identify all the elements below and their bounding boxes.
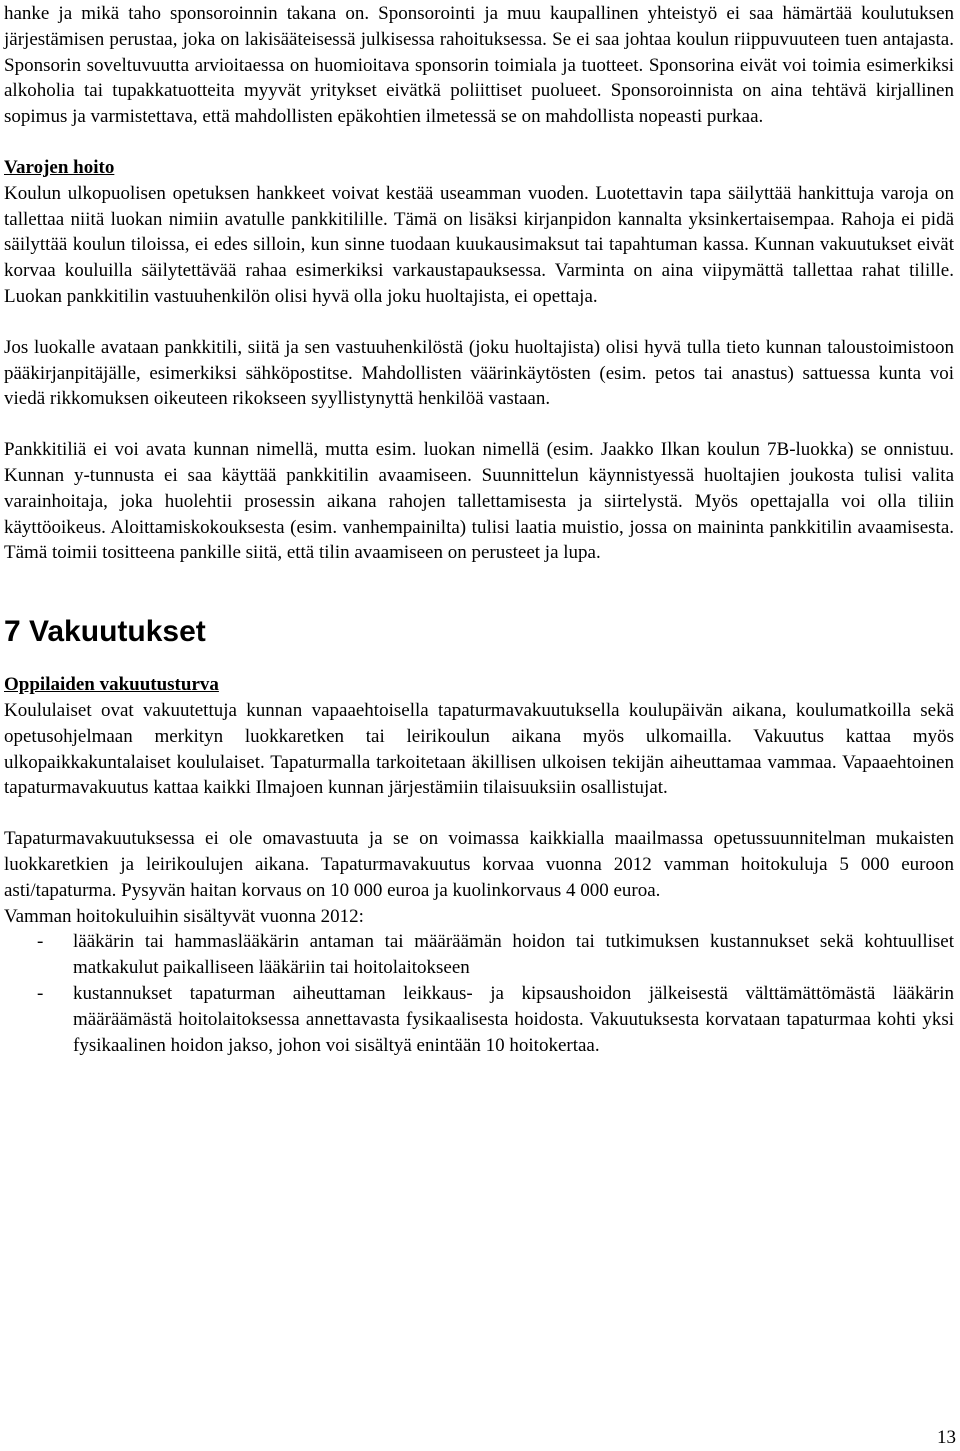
page-number: 13 bbox=[937, 1427, 956, 1448]
list-item-text: kustannukset tapaturman aiheuttaman leikkaus- ja kipsaushoidon jälkeisestä välttämättömästä lääkärin määräämästä hoitolaitoksessa annettavasta fysikaalisesta hoidosta. Vakuutuksesta korvataan tapaturmaa kohti yksi fysikaalinen hoidon jakso, johon voi sisältyä enintään 10 hoitokertaa. bbox=[73, 982, 954, 1056]
list-item-text: lääkärin tai hammaslääkärin antaman tai määräämän hoidon tai tutkimuksen kustannukset sekä kohtuulliset matkakulut paikalliseen lääkäriin tai hoitolaitokseen bbox=[73, 931, 954, 979]
funds-heading: Varojen hoito bbox=[4, 156, 115, 178]
sponsor-paragraph: hanke ja mikä taho sponsoroinnin takana on. Sponsorointi ja muu kaupallinen yhteistyö ei saa hämärtää koulutuksen järjestämisen perustaa, joka on lakisääteisessä julkisessa rahoituksessa. Se ei saa johtaa koulun riippuvuuteen tuen antajasta. Sponsorin soveltuvuutta arvioitaessa on huomioitava sponsorin toimiala ja tuotteet. Sponsorina eivät voi toimia esimerkiksi alkoholia tai tupakkatuotteita myyvät yritykset eivätkä poliittiset puolueet. Sponsoroinnista on aina tehtävä kirjallinen sopimus ja varmistettava, että mahdollisten epäkohtien ilmetessä se on mahdollista nopeasti purkaa. bbox=[4, 3, 954, 128]
deductible-paragraph: Tapaturmavakuutuksessa ei ole omavastuuta ja se on voimassa kaikkialla maailmassa opetussuunnitelman mukaisten luokkaretkien ja leirikoulujen aikana. Tapaturmavakuutus korvaa vuonna 2012 vamman hoitokuluja 5 000 euroon asti/tapaturma. Pysyvän haitan korvaus on 10 000 euroa ja kuolinkorvaus 4 000 euroa. bbox=[4, 828, 954, 901]
spacer bbox=[4, 130, 954, 155]
account-open-paragraph: Pankkitiliä ei voi avata kunnan nimellä, mutta esim. luokan nimellä (esim. Jaakko Ilkan koulun 7B-luokka) se onnistuu. Kunnan y-tunnusta ei saa käyttää pankkitilin avaamiseen. Suunnittelun käynnistyessä huoltajien joukosta tulisi valita varainhoitaja, joka huolehtii prosessin aikana rahojen tallettamisesta ja siirtelystä. Myös opettajalla voi olla tiliin käyttöoikeus. Aloittamiskokouksesta (esim. vanhempainilta) tulisi laatia muistio, jossa on maininta pankkitilin avaamisesta. Tämä toimii tositteena pankille siitä, että tilin avaamiseen on perusteet ja lupa. bbox=[4, 439, 954, 564]
list-dash: - bbox=[37, 982, 44, 1004]
account-info-paragraph: Jos luokalle avataan pankkitili, siitä ja sen vastuuhenkilöstä (joku huoltajista) olisi hyvä tulla tieto kunnan taloustoimistoon pääkirjanpitäjälle, esimerkiksi sähköpostitse. Mahdollisten väärinkäytösten (esim. petos tai anastus) sattuessa kunta voi viedä rikkomuksen oikeuteen rikokseen syyllistynyttä henkilöä vastaan. bbox=[4, 336, 954, 410]
spacer bbox=[4, 801, 954, 826]
section-heading: 7 Vakuutukset bbox=[4, 615, 206, 649]
list-item bbox=[4, 929, 954, 981]
funds-paragraph: Koulun ulkopuolisen opetuksen hankkeet voivat kestää useamman vuoden. Luotettavin tapa säilyttää hankittuja varoja on tallettaa niitä luokan nimiin avatulle pankkitilille. Tämä on lisäksi kirjanpidon kannalta yksinkertaisempaa. Rahoja ei pidä säilyttää koulun tiloissa, ei edes silloin, kun sinne tuodaan kuukausimaksut tai tapahtuman kassa. Kunnan vakuutukset eivät korvaa kouluilla säilytettävää rahaa esimerkiksi varkaustapauksessa. Varminta on aina viipymättä tallettaa rahat tilille. Luokan pankkitilin vastuuhenkilön olisi hyvä olla joku huoltajista, ei opettaja. bbox=[4, 182, 954, 307]
list-dash: - bbox=[37, 931, 44, 953]
coverage-paragraph: Koululaiset ovat vakuutettuja kunnan vapaaehtoisella tapaturmavakuutuksella koulupäivän aikana, koulumatkoilla sekä opetusohjelmaan merkityn luokkaretken tai leirikoulun aikana myös ulkomailla. Vakuutus kattaa myös ulkopaikkakuntalaiset koululaiset. Tapaturmalla tarkoitetaan äkillisen ulkoisen tekijän aiheuttamaa vammaa. Vapaaehtoinen tapaturmavakuutus kattaa kaikki Ilmajoen kunnan järjestämiin tilaisuuksiin osallistujat. bbox=[4, 699, 954, 799]
list-item bbox=[4, 981, 954, 1058]
spacer bbox=[4, 310, 954, 335]
insurance-subheading: Oppilaiden vakuutusturva bbox=[4, 674, 219, 696]
list-intro: Vamman hoitokuluihin sisältyvät vuonna 2012: bbox=[4, 905, 364, 927]
expense-list bbox=[4, 929, 954, 1058]
spacer bbox=[4, 412, 954, 437]
